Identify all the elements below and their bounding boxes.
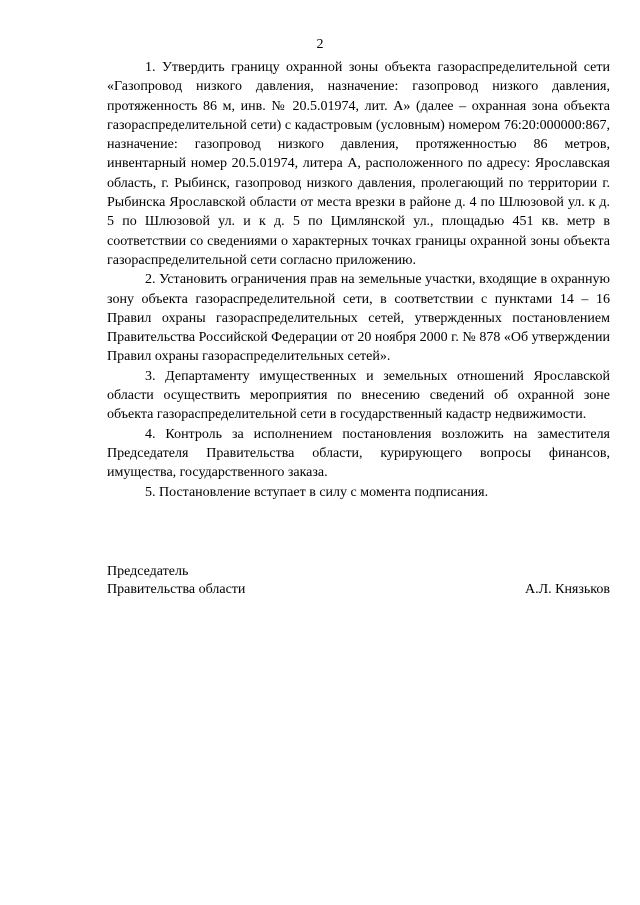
page-number: 2 [316,37,324,52]
paragraph-5: 5. Постановление вступает в силу с момента подписания. [145,484,489,500]
signatory-name: А.Л. Князьков [525,582,610,597]
paragraph-4: 4. Контроль за исполнением постановления возложить на заместителя Председателя Правительства области, курирующего вопросы финансов, имущества, государственного заказа. [107,426,610,481]
signatory-title-line1: Председатель [107,564,189,579]
paragraph-1: 1. Утвердить границу охранной зоны объекта газораспределительной сети «Газопровод низкого давления, назначение: газопровод низкого давления, протяженность 86 м, инв. № 20.5.01974, лит. А» (далее – охранная зона объекта газораспределительной сети) с кадастровым (условным) номером 76:20:000000:867, назначение: газопровод низкого давления, протяженностью 86 метров, инвентарный номер 20.5.01974, литера А, расположенного по адресу: Ярославская область, г. Рыбинск, газопровод низкого давления, пролегающий по территории г. Рыбинска Ярославской области от места врезки в районе д. 4 по Шлюзовой ул. к д. 5 по Шлюзовой ул. и к д. 5 по Цимлянской ул., площадью 451 кв. метр в соответствии со сведениями о характерных точках границы охранной зоны объекта газораспределительной сети согласно приложению. [107,60,610,268]
document-body [107,58,610,502]
paragraph-3: 3. Департаменту имущественных и земельных отношений Ярославской области осуществить мероприятия по внесению сведений об охранной зоне объекта газораспределительной сети в государственный кадастр недвижимости. [107,368,610,423]
paragraph-2: 2. Установить ограничения прав на земельные участки, входящие в охранную зону объекта газораспределительной сети, в соответствии с пунктами 14 – 16 Правил охраны газораспределительных сетей, утвержденных постановлением Правительства Российской Федерации от 20 ноября 2000 г. № 878 «Об утверждении Правил охраны газораспределительных сетей». [107,272,610,365]
signatory-title-line2: Правительства области [107,582,246,597]
